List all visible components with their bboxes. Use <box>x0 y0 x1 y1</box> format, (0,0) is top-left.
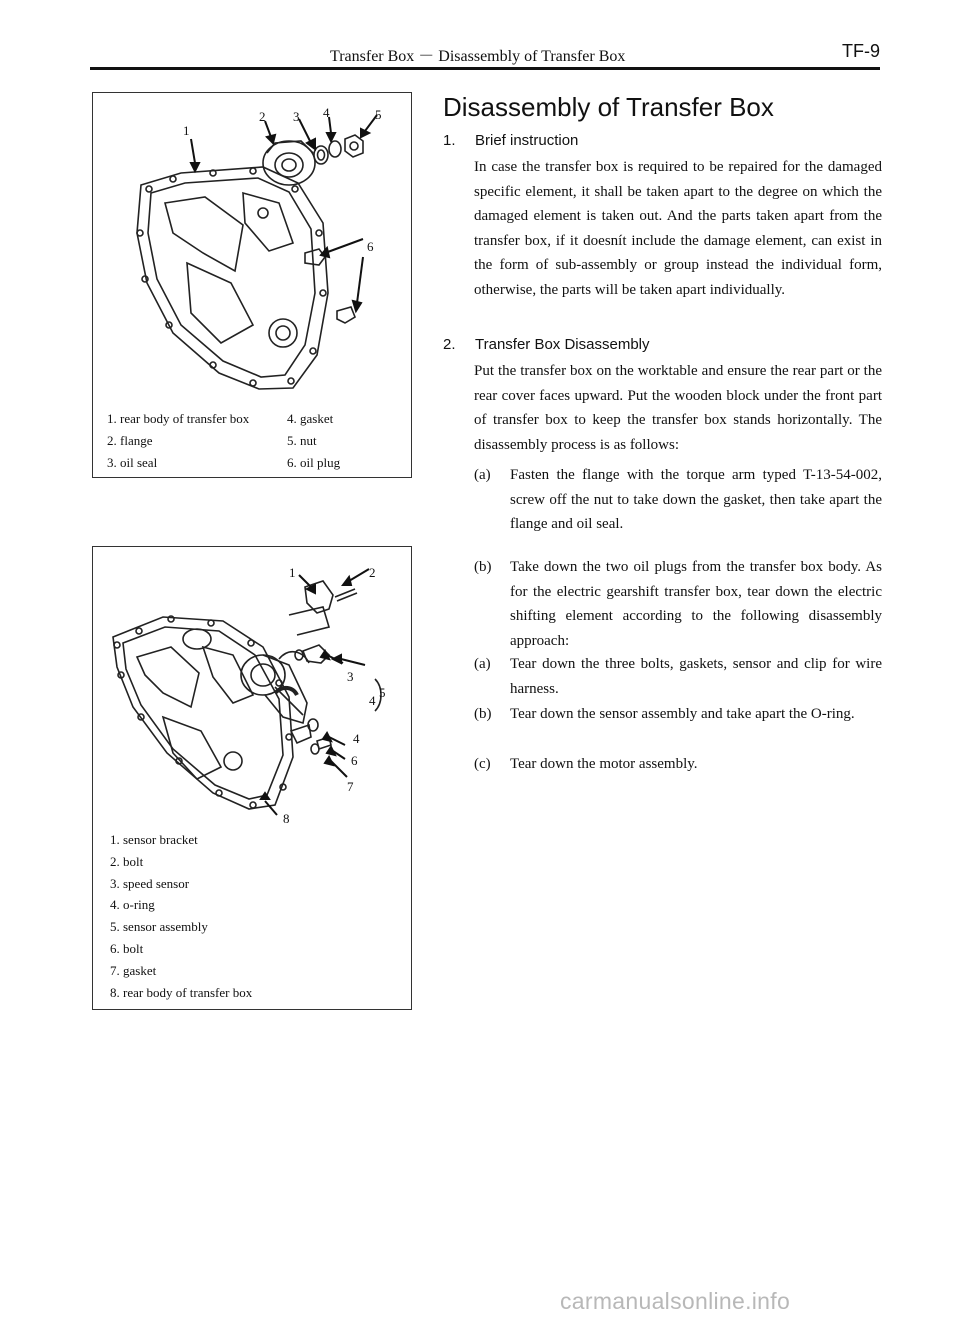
legend-item: 5. sensor assembly <box>110 919 208 935</box>
step-item <box>474 702 882 727</box>
step-item <box>474 752 882 777</box>
running-header-title: Transfer Box － Disassembly of Transfer Box <box>330 48 626 65</box>
legend-item: 7. gasket <box>110 962 157 978</box>
section-title: Brief instruction <box>475 132 579 149</box>
step-marker: (a) <box>474 656 491 672</box>
callout-7: 7 <box>347 779 354 794</box>
legend-item: 8. rear body of transfer box <box>110 984 253 1000</box>
legend-item: 6. oil plug <box>287 454 341 470</box>
section-number: 1. <box>443 132 456 149</box>
legend-item: 2. flange <box>107 432 153 448</box>
step-text: Fasten the flange with the torque arm typed T-13-54-002, screw off the nut to take down the gasket, then take apart the flange and oil seal. <box>510 467 882 532</box>
callout-5: 5 <box>379 685 386 700</box>
watermark: carmanualsonline.info <box>560 1288 791 1314</box>
step-marker: (b) <box>474 706 492 722</box>
legend-item: 3. oil seal <box>107 454 158 470</box>
legend-item: 2. bolt <box>110 853 144 869</box>
figure2-legend <box>110 829 252 1003</box>
exploded-view-drawing-2 <box>93 547 411 827</box>
step-marker: (c) <box>474 756 491 772</box>
legend-item: 4. gasket <box>287 411 334 426</box>
legend-item: 6. bolt <box>110 940 144 956</box>
callout-4b: 4 <box>353 731 360 746</box>
step-item <box>474 652 882 701</box>
callout-2: 2 <box>369 565 376 580</box>
page-number: TF-9 <box>842 41 880 61</box>
figure-sensor-assembly <box>92 546 412 1010</box>
section1-paragraph: In case the transfer box is required to be repaired for the damaged specific element, it shall be taken apart to the degree on which the damaged element is taken out. And the parts taken apart from the transfer box, if it doesnít include the damage element, can exist in the form of sub-assembly or group instead the individual form, otherwise, the parts will be taken apart individually. <box>474 159 882 298</box>
section-title: Transfer Box Disassembly <box>475 336 650 353</box>
header-rule <box>90 67 880 70</box>
callout-1: 1 <box>183 123 190 138</box>
callout-5: 5 <box>375 107 382 122</box>
callout-8: 8 <box>283 811 290 826</box>
callout-6: 6 <box>367 239 374 254</box>
callout-3: 3 <box>293 109 300 124</box>
step-marker: (b) <box>474 559 492 575</box>
section-heading-1 <box>443 132 578 149</box>
callout-4: 4 <box>323 105 330 120</box>
exploded-view-drawing-1 <box>93 93 411 393</box>
step-item <box>474 555 882 653</box>
section-number: 2. <box>443 336 456 353</box>
callout-2: 2 <box>259 109 266 124</box>
callout-4: 4 <box>369 693 376 708</box>
figure1-legend-right <box>287 408 340 473</box>
legend-item: 5. nut <box>287 432 317 448</box>
section-heading-2 <box>443 336 650 353</box>
callout-6: 6 <box>351 753 358 768</box>
step-text: Tear down the three bolts, gaskets, sensor and clip for wire harness. <box>510 656 882 697</box>
step-text: Tear down the sensor assembly and take apart the O-ring. <box>510 706 855 722</box>
legend-item: 1. rear body of transfer box <box>107 411 250 426</box>
step-text: Take down the two oil plugs from the transfer box body. As for the electric gearshift transfer box, tear down the electric shifting element according to the following disassembly approach: <box>510 559 882 649</box>
step-marker: (a) <box>474 467 491 483</box>
page-title: Disassembly of Transfer Box <box>443 92 774 122</box>
figure1-legend-left <box>107 408 249 473</box>
legend-item: 4. o-ring <box>110 897 155 913</box>
step-text: Tear down the motor assembly. <box>510 756 698 772</box>
legend-item: 3. speed sensor <box>110 875 190 891</box>
step-item <box>474 463 882 537</box>
callout-3: 3 <box>347 669 354 684</box>
legend-item: 1. sensor bracket <box>110 832 198 847</box>
figure-rear-body-flange <box>92 92 412 478</box>
callout-1: 1 <box>289 565 296 580</box>
section2-paragraph: Put the transfer box on the worktable and ensure the rear part or the rear cover faces upward. Put the wooden block under the front part of transfer box to keep the transfer box stands horizontally. The disassembly process is as follows: <box>474 363 882 453</box>
